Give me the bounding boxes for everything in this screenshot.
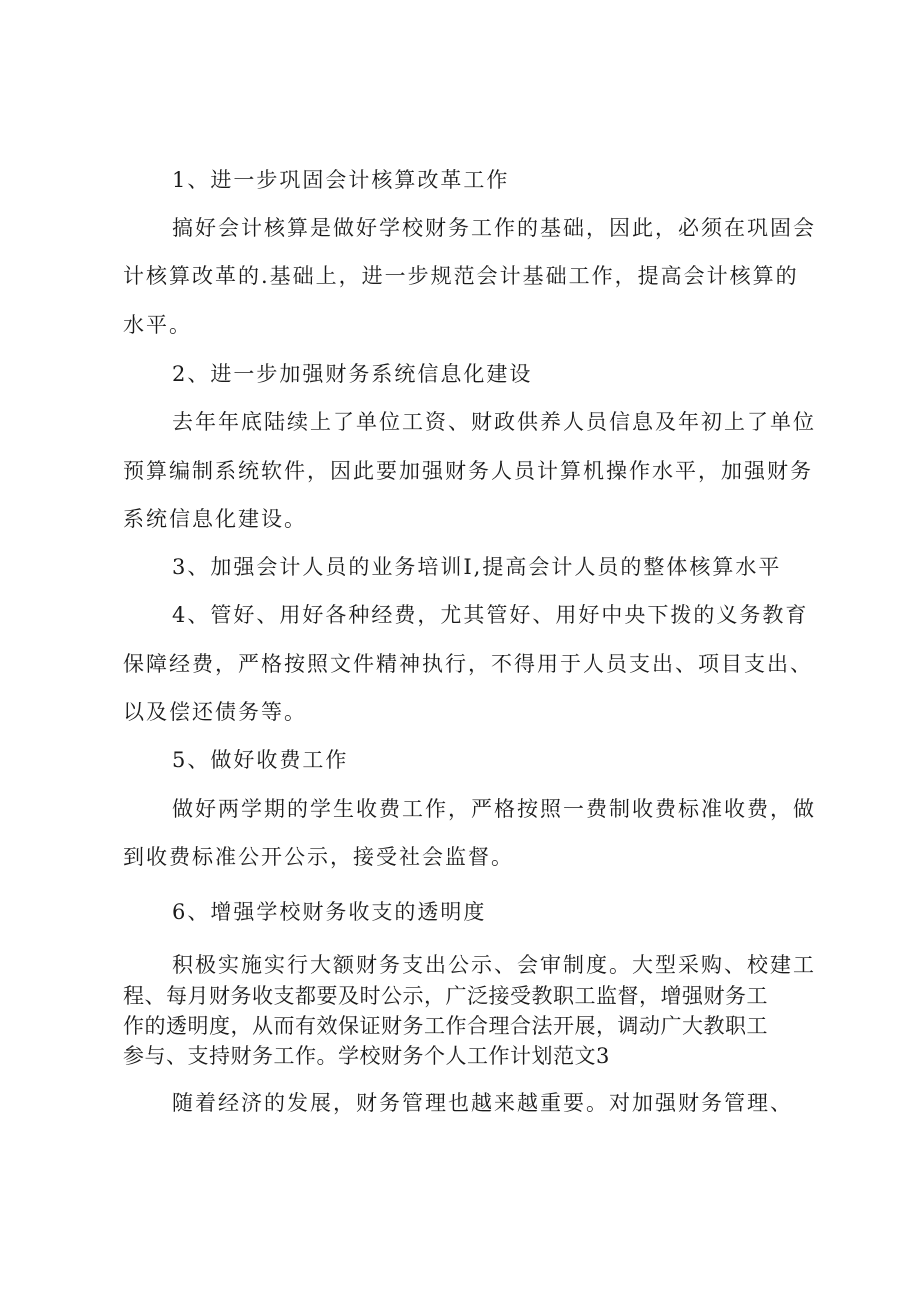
paragraph-line: 作的透明度，从而有效保证财务工作合理合法开展，调动广大教职工 [123,1014,768,1038]
paragraph-line: 参与、支持财务工作。学校财务个人工作计划范文3 [123,1044,610,1068]
paragraph-line: 去年年底陆续上了单位工资、财政供养人员信息及年初上了单位 [172,410,816,434]
heading-6: 6、增强学校财务收支的透明度 [172,900,487,924]
paragraph-line: 系统信息化建设。 [123,507,307,531]
paragraph-line: 保障经费，严格按照文件精神执行，不得用于人员支出、项目支出、 [123,652,813,676]
paragraph-line: 做好两学期的学生收费工作，严格按照一费制收费标准收费，做 [172,797,816,821]
paragraph-line: 计核算改革的.基础上，进一步规范会计基础工作，提高会计核算的 [123,264,799,288]
heading-5: 5、做好收费工作 [172,748,349,772]
paragraph-line: 搞好会计核算是做好学校财务工作的基础，因此，必须在巩固会 [172,216,816,240]
heading-1: 1、进一步巩固会计核算改革工作 [172,168,510,192]
paragraph-line: 程、每月财务收支都要及时公示，广泛接受教职工监督，增强财务工 [123,984,768,1008]
heading-3: 3、加强会计人员的业务培训Ⅰ,提高会计人员的整体核算水平 [172,555,782,579]
heading-4: 4、管好、用好各种经费，尤其管好、用好中央下拨的义务教育 [172,603,809,627]
paragraph-line: 到收费标准公开公示，接受社会监督。 [123,845,514,869]
paragraph-line: 预算编制系统软件，因此要加强财务人员计算机操作水平，加强财务 [123,459,813,483]
paragraph-line: 积极实施实行大额财务支出公示、会审制度。大型采购、校建工 [172,953,816,977]
paragraph-line: 随着经济的发展，财务管理也越来越重要。对加强财务管理、 [172,1091,793,1115]
paragraph-line: 以及偿还债务等。 [123,700,307,724]
heading-2: 2、进一步加强财务系统信息化建设 [172,362,533,386]
paragraph-line: 水平。 [123,313,192,337]
